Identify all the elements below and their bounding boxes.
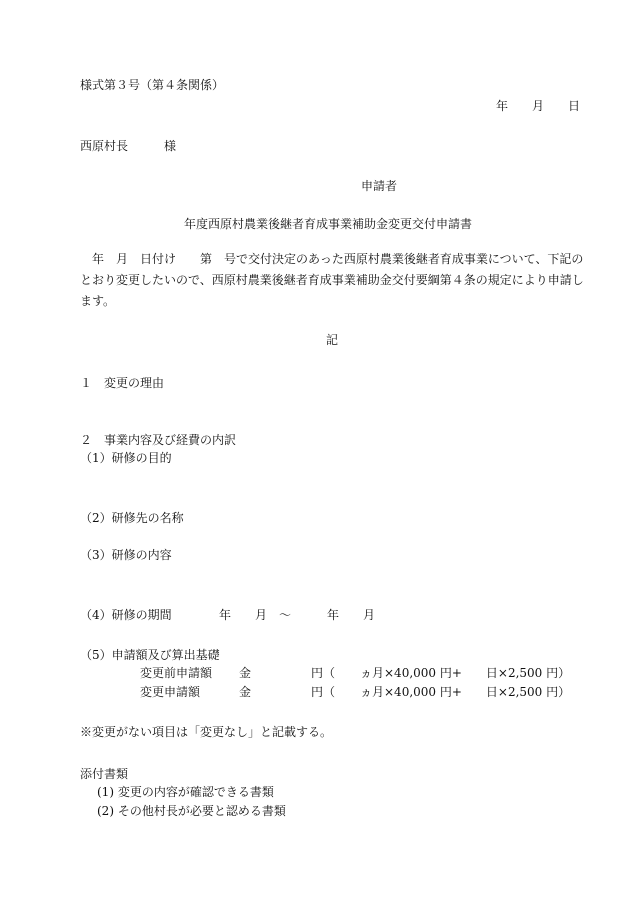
body-paragraph (80, 249, 586, 312)
attachment-item: (2) その他村長が必要と認める書類 (97, 804, 286, 818)
form-number: 様式第３号（第４条関係） (80, 78, 225, 92)
period-line: 年 月 ～ 年 月 (219, 608, 376, 622)
attachment-item: (1) 変更の内容が確認できる書類 (97, 785, 274, 799)
item-1-label: （1）研修の目的 (80, 451, 172, 465)
addressee: 西原村長 様 (80, 139, 177, 153)
section-1-heading: １ 変更の理由 (80, 376, 165, 390)
before-amount-label: 変更前申請額 (140, 666, 213, 680)
before-yen-open: 円（ (311, 666, 336, 680)
after-yen-open: 円（ (311, 685, 336, 699)
attachments-heading: 添付書類 (80, 767, 129, 781)
item-5-label: （5）申請額及び算出基礎 (80, 648, 220, 662)
ki-heading: 記 (326, 333, 339, 347)
applicant-label: 申請者 (361, 179, 398, 193)
body-text: 年 月 日付け 第 号で交付決定のあった西原村農業後継者育成事業について、下記のとおり変更したいので、西原村農業後継者育成事業補助金交付要綱第４条の規定により申請します。 (80, 252, 584, 308)
before-kin: 金 (239, 666, 252, 680)
item-2-label: （2）研修先の名称 (80, 511, 184, 525)
section-2-heading: ２ 事業内容及び経費の内訳 (80, 433, 237, 447)
after-kin: 金 (239, 685, 252, 699)
item-3-label: （3）研修の内容 (80, 548, 172, 562)
before-calc: ヵ月×40,000 円+ 日×2,500 円） (360, 666, 571, 680)
item-4-label: （4）研修の期間 (80, 608, 172, 622)
after-amount-label: 変更申請額 (140, 685, 201, 699)
document-title: 年度西原村農業後継者育成事業補助金変更交付申請書 (184, 217, 473, 231)
after-calc: ヵ月×40,000 円+ 日×2,500 円） (360, 685, 571, 699)
note-text: ※変更がない項目は「変更なし」と記載する。 (80, 725, 333, 739)
date-line: 年 月 日 (496, 99, 581, 113)
